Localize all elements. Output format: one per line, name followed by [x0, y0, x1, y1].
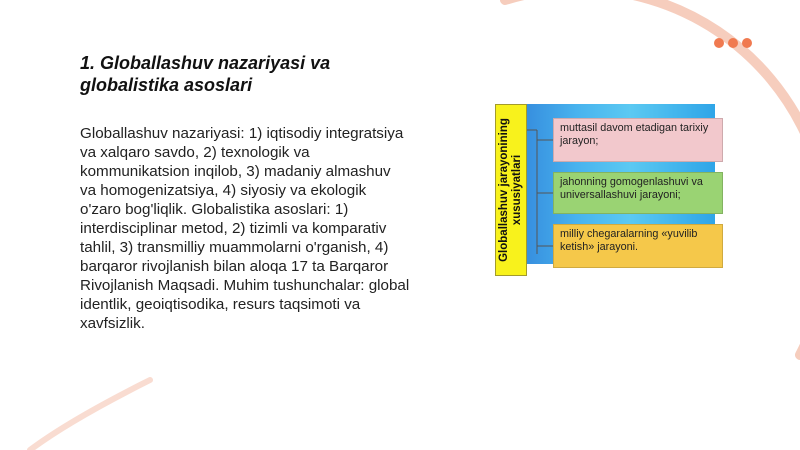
- diagram-item-2: jahonning gomogenlashuvi va universallashuvi jarayoni;: [553, 172, 723, 214]
- features-diagram: [495, 104, 725, 276]
- dot-icon: [728, 38, 738, 48]
- diagram-item-1: muttasil davom etadigan tarixiy jarayon;: [553, 118, 723, 162]
- more-dots-icon: [714, 38, 752, 48]
- diagram-item-3: milliy chegaralarning «yuvilib ketish» jarayoni.: [553, 224, 723, 268]
- dot-icon: [714, 38, 724, 48]
- vertical-label-line-2: xususiyatlari: [511, 154, 523, 226]
- dot-icon: [742, 38, 752, 48]
- slide-body-text: Globallashuv nazariyasi: 1) iqtisodiy integratsiya va xalqaro savdo, 2) texnologik va kommunikatsion inqilob, 3) madaniy almashuv va homogenizatsiya, 4) siyosiy va ekologik o'zaro bog'liqlik. Globalistika asoslari: 1) interdisciplinar metod, 2) tizimli va komparativ tahlil, 3) transmilliy muammolarni o'rganish, 4) barqaror rivojlanish bilan aloqa 17 ta Barqaror Rivojlanish Maqsadi. Muhim tushunchalar: global identlik, geoiqtisodika, resurs taqsimoti va xavfsizlik.: [80, 125, 410, 332]
- diagram-vertical-label: [495, 104, 527, 276]
- vertical-label-line-1: Globallashuv jarayonining: [498, 118, 510, 262]
- slide-title: 1. Globallashuv nazariyasi va globalistika asoslari: [80, 53, 331, 95]
